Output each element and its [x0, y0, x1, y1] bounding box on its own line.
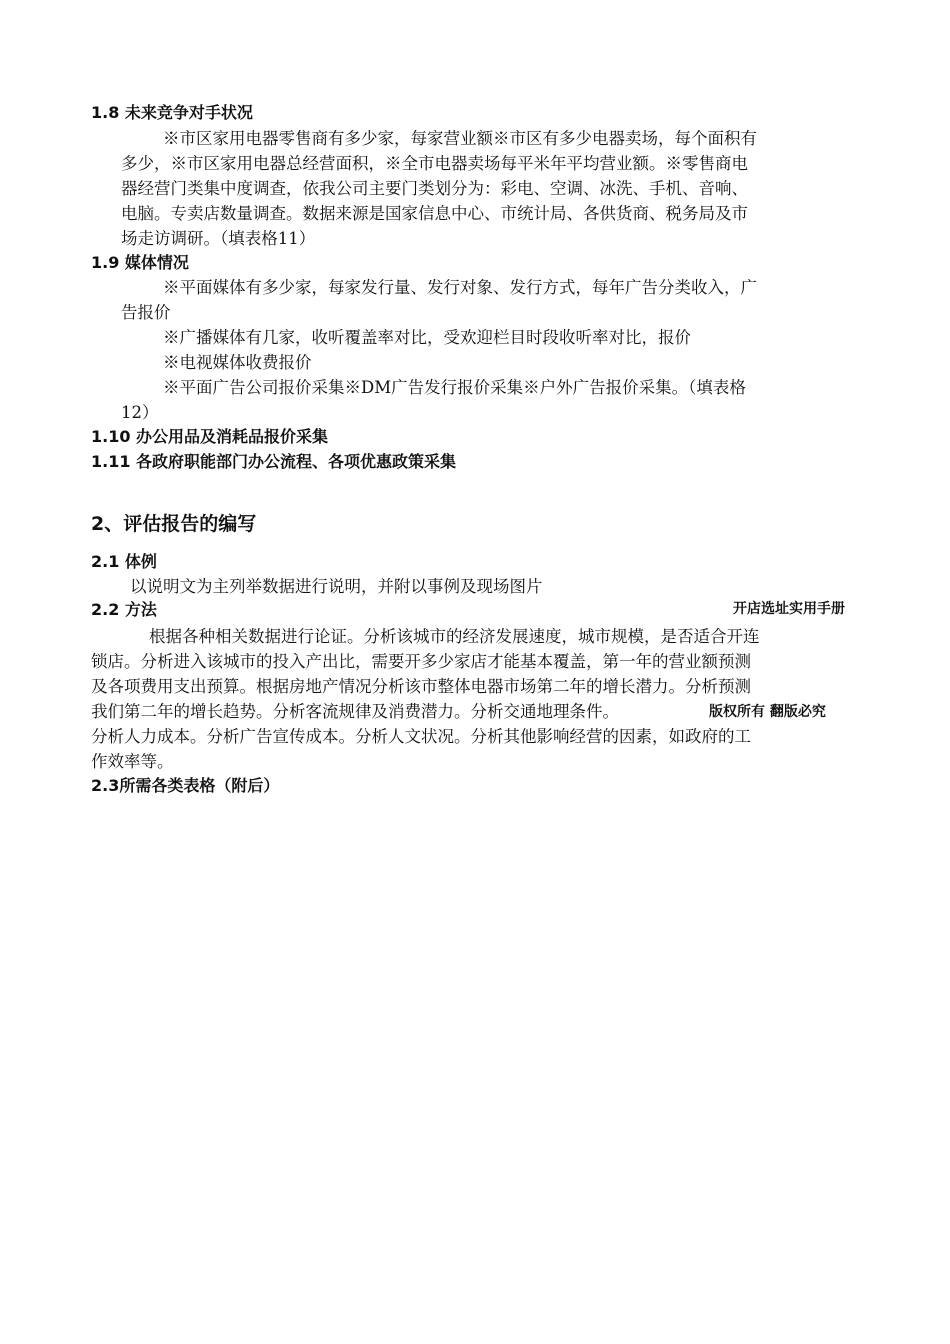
section-1-10-heading: 1.10 办公用品及消耗品报价采集 — [91, 427, 329, 446]
text-line: 器经营门类集中度调查，依我公司主要门类划分为：彩电、空调、冰洗、手机、音响、 — [121, 179, 748, 198]
text-line: 我们第二年的增长趋势。分析客流规律及消费潜力。分析交通地理条件。 — [91, 702, 619, 721]
text-line: 12） — [121, 403, 159, 422]
text-line: 分析人力成本。分析广告宣传成本。分析人文状况。分析其他影响经营的因素，如政府的工 — [91, 727, 751, 746]
text-line: ※电视媒体收费报价 — [163, 353, 312, 372]
text-line: ※广播媒体有几家，收听覆盖率对比，受欢迎栏目时段收听率对比，报价 — [163, 328, 691, 347]
section-2-heading: 2、评估报告的编写 — [91, 513, 257, 535]
text-line: ※平面广告公司报价采集※DM广告发行报价采集※户外广告报价采集。（填表格 — [163, 378, 746, 397]
text-line: ※市区家用电器零售商有多少家，每家营业额※市区有多少电器卖场，每个面积有 — [163, 129, 757, 148]
text-line: 以说明文为主列举数据进行说明，并附以事例及现场图片 — [130, 577, 543, 596]
text-line: ※平面媒体有多少家，每家发行量、发行对象、发行方式，每年广告分类收入，广 — [163, 278, 757, 297]
section-1-9-heading: 1.9 媒体情况 — [91, 253, 189, 272]
text-line: 电脑。专卖店数量调查。数据来源是国家信息中心、市统计局、各供货商、税务局及市 — [121, 204, 748, 223]
text-line: 多少，※市区家用电器总经营面积，※全市电器卖场每平米年平均营业额。※零售商电 — [121, 154, 748, 173]
copyright-note: 版权所有 翻版必究 — [709, 704, 826, 720]
section-2-3-heading: 2.3所需各类表格（附后） — [91, 776, 280, 795]
side-note: 开店选址实用手册 — [733, 601, 845, 617]
section-2-2-body — [91, 624, 760, 774]
section-2-1-heading: 2.1 体例 — [91, 552, 157, 571]
section-2-1-body — [130, 574, 543, 599]
text-line: 作效率等。 — [91, 752, 174, 771]
text-line: 根据各种相关数据进行论证。分析该城市的经济发展速度，城市规模，是否适合开连 — [149, 627, 760, 646]
text-line: 告报价 — [121, 303, 171, 322]
section-1-8-heading: 1.8 未来竞争对手状况 — [91, 103, 253, 122]
section-2-2-heading: 2.2 方法 — [91, 600, 157, 619]
text-line: 场走访调研。（填表格11） — [121, 229, 316, 248]
section-1-11-heading: 1.11 各政府职能部门办公流程、各项优惠政策采集 — [91, 452, 457, 471]
section-1-9-body — [121, 275, 757, 425]
text-line: 及各项费用支出预算。根据房地产情况分析该市整体电器市场第二年的增长潜力。分析预测 — [91, 677, 751, 696]
section-1-8-body — [121, 126, 757, 251]
text-line: 锁店。分析进入该城市的投入产出比，需要开多少家店才能基本覆盖，第一年的营业额预测 — [91, 652, 751, 671]
